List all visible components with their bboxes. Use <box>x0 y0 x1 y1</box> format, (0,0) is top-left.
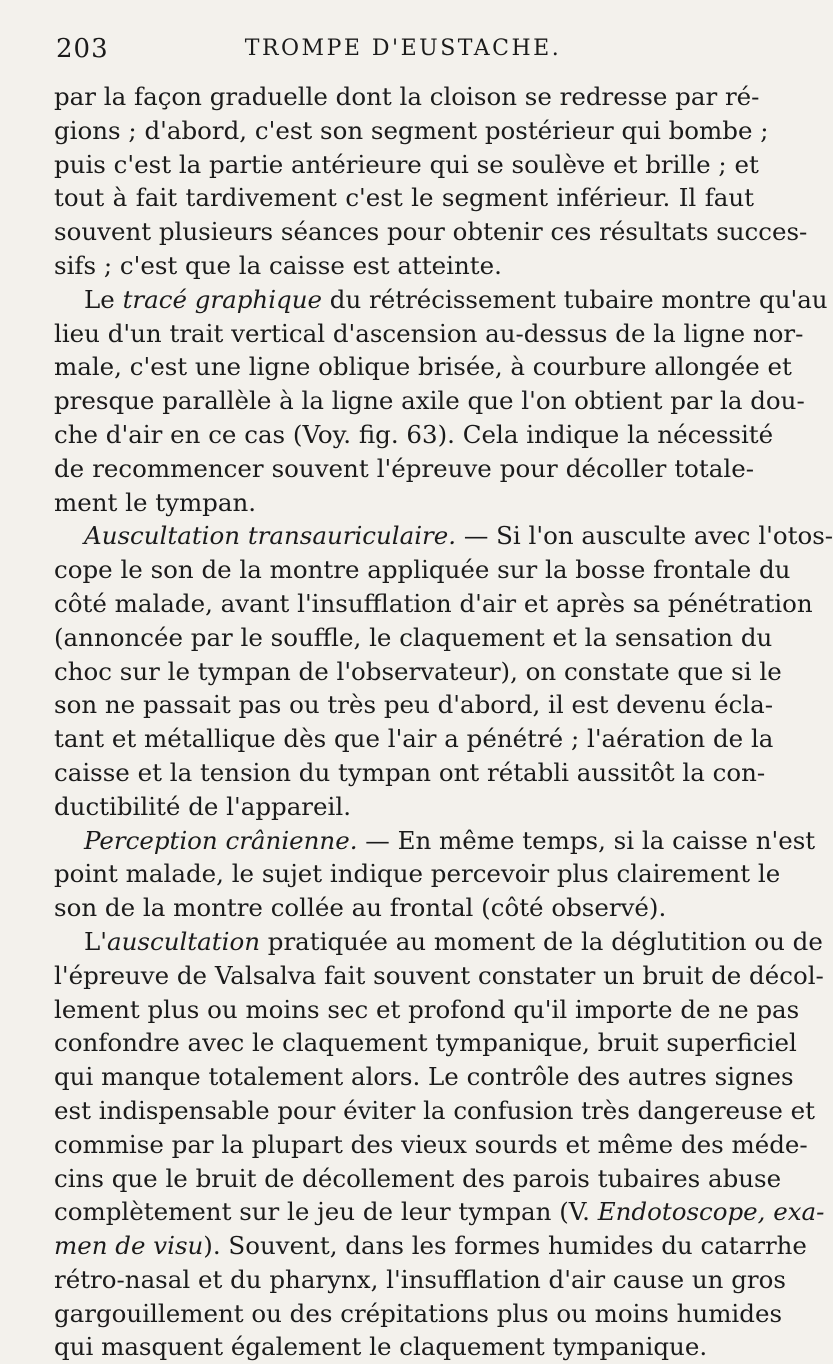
text-segment: tout à fait tardivement c'est le segment inférieur. Il faut <box>54 183 754 213</box>
italic-text-segment: tracé graphique <box>122 284 322 314</box>
text-line <box>54 283 828 317</box>
page-header <box>56 34 750 70</box>
text-segment: lement plus ou moins sec et profond qu'il importe de ne pas <box>54 994 800 1024</box>
text-segment: presque parallèle à la ligne axile que l'on obtient par la dou- <box>54 386 805 416</box>
text-segment: du rétrécissement tubaire montre qu'au <box>322 284 828 314</box>
text-line <box>54 959 824 993</box>
text-segment: choc sur le tympan de l'observateur), on constate que si le <box>54 656 782 686</box>
text-line <box>54 1128 808 1162</box>
text-segment: de recommencer souvent l'épreuve pour décoller totale- <box>54 453 754 483</box>
text-segment: son ne passait pas ou très peu d'abord, il est devenu écla- <box>54 690 774 720</box>
text-segment: point malade, le sujet indique percevoir plus clairement le <box>54 859 781 889</box>
text-segment: ment le tympan. <box>54 487 257 517</box>
text-line <box>54 249 754 283</box>
text-segment: — En même temps, si la caisse n'est <box>357 825 816 855</box>
text-segment: che d'air en ce cas (Voy. fig. 63). Cela indique la nécessité <box>54 419 774 449</box>
text-segment: souvent plusieurs séances pour obtenir ces résultats succes- <box>54 217 808 247</box>
text-segment: puis c'est la partie antérieure qui se soulève et brille ; et <box>54 149 759 179</box>
text-segment: est indispensable pour éviter la confusion très dangereuse et <box>54 1095 816 1125</box>
text-line <box>54 1297 783 1331</box>
text-segment: — Si l'on ausculte avec l'otos- <box>456 521 833 551</box>
text-line <box>54 1026 797 1060</box>
text-line <box>54 1162 782 1196</box>
text-line <box>54 148 759 182</box>
text-line <box>54 688 774 722</box>
italic-text-segment: auscultation <box>107 926 260 956</box>
text-line <box>54 80 760 114</box>
italic-text-segment: Auscultation transauriculaire. <box>84 521 457 551</box>
text-line <box>54 1094 816 1128</box>
text-segment: Le <box>84 284 123 314</box>
text-line <box>54 621 773 655</box>
text-line <box>54 1263 786 1297</box>
text-line <box>54 587 813 621</box>
text-line <box>54 655 782 689</box>
text-segment: ). Souvent, dans les formes humides du catarrhe <box>203 1231 807 1261</box>
text-line <box>54 384 805 418</box>
text-segment: cins que le bruit de décollement des parois tubaires abuse <box>54 1163 782 1193</box>
text-segment: sifs ; c'est que la caisse est atteinte. <box>54 250 502 280</box>
text-line <box>54 722 774 756</box>
text-segment: lieu d'un trait vertical d'ascension au-dessus de la ligne nor- <box>54 318 804 348</box>
text-segment: qui masquent également le claquement tympanique. <box>54 1332 708 1362</box>
text-segment: complètement sur le jeu de leur tympan (V. <box>54 1197 598 1227</box>
text-line <box>54 486 754 520</box>
text-line <box>54 114 769 148</box>
italic-text-segment: Perception crânienne. <box>84 825 358 855</box>
text-line <box>54 993 800 1027</box>
italic-text-segment: Endotoscope, exa- <box>597 1197 825 1227</box>
text-line <box>54 756 766 790</box>
text-line <box>54 418 774 452</box>
body-text <box>54 80 833 1364</box>
text-line <box>54 1195 825 1229</box>
text-line <box>54 1330 754 1364</box>
text-line <box>54 350 792 384</box>
text-line <box>54 891 754 925</box>
text-line <box>54 1229 807 1263</box>
text-segment: (annoncée par le souffle, le claquement et la sensation du <box>54 622 773 652</box>
text-segment: son de la montre collée au frontal (côté observé). <box>54 893 667 923</box>
text-segment: pratiquée au moment de la déglutition ou de <box>259 926 823 956</box>
italic-text-segment: men de visu <box>54 1231 204 1261</box>
text-segment: côté malade, avant l'insufflation d'air et après sa pénétration <box>54 588 813 618</box>
text-segment: qui manque totalement alors. Le contrôle des autres signes <box>54 1062 794 1092</box>
text-segment: caisse et la tension du tympan ont rétabli aussitôt la con- <box>54 757 766 787</box>
text-segment: l'épreuve de Valsalva fait souvent constater un bruit de décol- <box>54 960 824 990</box>
page-number: 203 <box>56 34 109 64</box>
text-segment: rétro-nasal et du pharynx, l'insufflation d'air cause un gros <box>54 1264 786 1294</box>
text-segment: male, c'est une ligne oblique brisée, à courbure allongée et <box>54 352 792 382</box>
text-line <box>54 925 823 959</box>
text-line <box>54 181 754 215</box>
text-line <box>54 857 781 891</box>
text-segment: gargouillement ou des crépitations plus ou moins humides <box>54 1298 783 1328</box>
text-line <box>54 317 804 351</box>
running-title: TROMPE D'EUSTACHE. <box>244 36 562 61</box>
text-line <box>54 452 754 486</box>
text-line <box>54 553 791 587</box>
text-line <box>54 790 754 824</box>
text-line <box>54 519 833 553</box>
text-segment: gions ; d'abord, c'est son segment postérieur qui bombe ; <box>54 115 769 145</box>
text-segment: tant et métallique dès que l'air a pénétré ; l'aération de la <box>54 724 774 754</box>
text-line <box>54 215 808 249</box>
text-segment: commise par la plupart des vieux sourds et même des méde- <box>54 1129 808 1159</box>
text-segment: L' <box>84 926 108 956</box>
text-segment: cope le son de la montre appliquée sur la bosse frontale du <box>54 555 791 585</box>
text-line <box>54 1060 794 1094</box>
text-line <box>54 824 816 858</box>
text-segment: ductibilité de l'appareil. <box>54 791 351 821</box>
text-segment: confondre avec le claquement tympanique, bruit superficiel <box>54 1028 797 1058</box>
text-segment: par la façon graduelle dont la cloison se redresse par ré- <box>54 82 760 111</box>
